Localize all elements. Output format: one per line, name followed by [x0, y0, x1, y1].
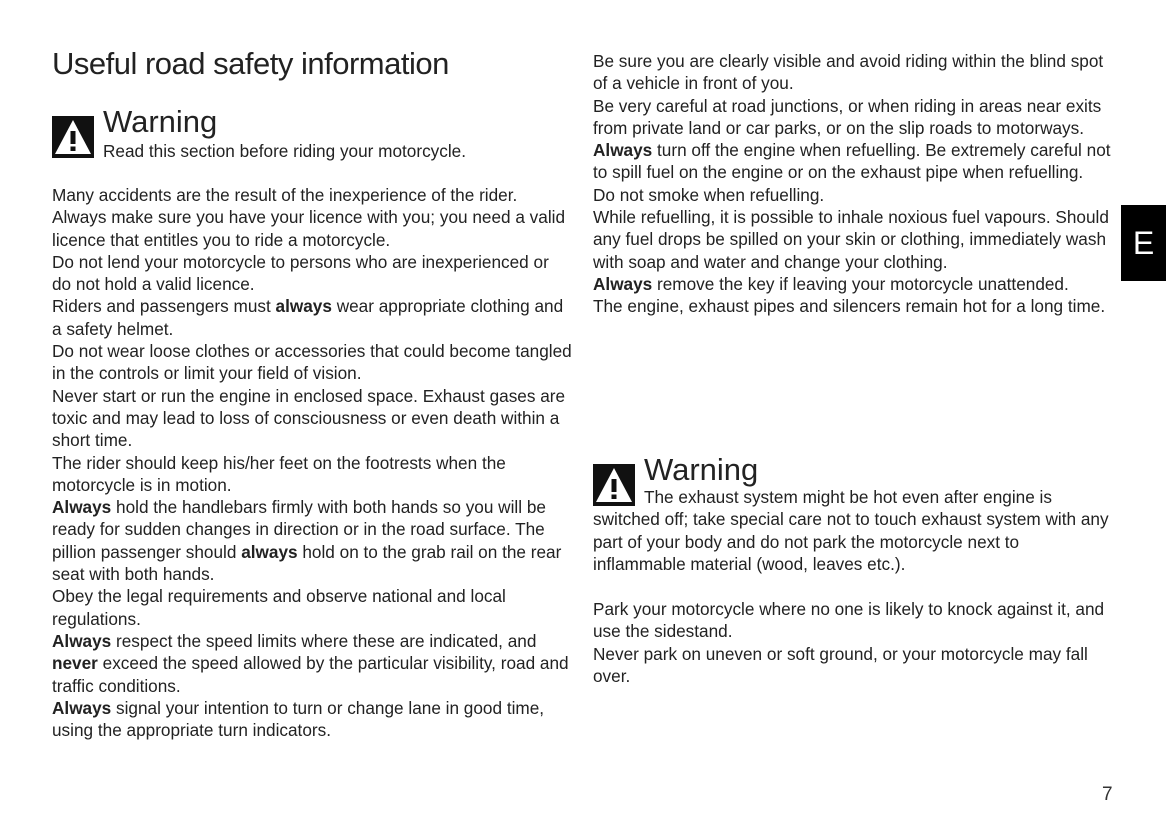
section-tab: E	[1121, 205, 1166, 281]
paragraph: Be sure you are clearly visible and avoid riding within the blind spot of a vehicle in front of you.	[593, 51, 1104, 94]
paragraph: Many accidents are the result of the inexperience of the rider. Always make sure you have your licence with you; you need a valid licence that entitles you to ride a motorcycle.	[52, 185, 566, 250]
paragraph: Always respect the speed limits where these are indicated, and never exceed the speed allowed by the particular visibility, road and traffic conditions.	[52, 630, 569, 696]
paragraph: The rider should keep his/her feet on the footrests when the motorcycle is in motion.	[52, 452, 506, 495]
paragraph: Always remove the key if leaving your motorcycle unattended.	[593, 273, 1069, 294]
paragraph: Always signal your intention to turn or change lane in good time, using the appropriate turn indicators.	[52, 697, 545, 741]
paragraph: Do not lend your motorcycle to persons who are inexperienced or do not hold a valid licence.	[52, 251, 549, 295]
paragraph: The engine, exhaust pipes and silencers remain hot for a long time.	[593, 296, 1106, 317]
paragraph: Park your motorcycle where no one is likely to knock against it, and use the sidestand.	[593, 599, 1105, 642]
paragraph: Do not smoke when refuelling.	[593, 184, 825, 205]
warning-text: The exhaust system might be hot even after engine is switched off; take special care not to touch exhaust system with any part of your body and do not park the motorcycle next to inflammable material (wood, leaves etc.).	[593, 487, 1109, 574]
paragraph: Never park on uneven or soft ground, or your motorcycle may fall over.	[593, 643, 1088, 686]
paragraph: Do not wear loose clothes or accessories that could become tangled in the controls or limit your field of vision.	[52, 341, 572, 384]
warning-title: Warning	[103, 104, 218, 139]
warning-title: Warning	[644, 452, 759, 487]
paragraph: Never start or run the engine in enclosed space. Exhaust gases are toxic and may lead to loss of consciousness or even death within a short time.	[52, 385, 566, 451]
warning-block-2	[593, 452, 1113, 582]
warning-text: Read this section before riding your motorcycle.	[103, 141, 467, 161]
warning-triangle-icon	[52, 116, 94, 158]
paragraph: Always hold the handlebars firmly with both hands so you will be ready for sudden changes in direction or in the road surface. The pillion passenger should always hold on to the grab rail on the rear seat with both hands.	[52, 497, 562, 585]
paragraph: Always turn off the engine when refuelling. Be extremely careful not to spill fuel on the engine or on the exhaust pipe when refuelling.	[593, 140, 1111, 183]
right-column	[593, 50, 1113, 318]
paragraph: While refuelling, it is possible to inhale noxious fuel vapours. Should any fuel drops be spilled on your skin or clothing, immediately wash with soap and water and change your clothing.	[593, 207, 1109, 272]
paragraph: Be very careful at road junctions, or when riding in areas near exits from private land or car parks, or on the slip roads to motorways.	[593, 95, 1102, 138]
warning-block-1	[52, 104, 572, 164]
page-number: 7	[1102, 784, 1113, 805]
paragraph: Obey the legal requirements and observe national and local regulations.	[52, 586, 506, 629]
right-column-lower	[593, 598, 1113, 687]
paragraph: Riders and passengers must always wear appropriate clothing and a safety helmet.	[52, 296, 564, 339]
page-title: Useful road safety information	[52, 46, 449, 81]
left-column	[52, 184, 572, 741]
